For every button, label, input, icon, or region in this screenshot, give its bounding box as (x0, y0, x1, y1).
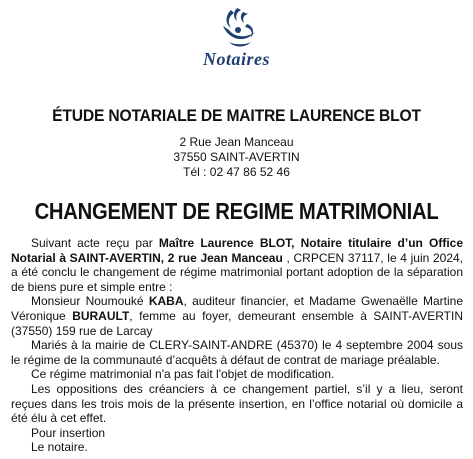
spouse-surname-2: BURAULT (72, 308, 130, 323)
notice-paragraph-7: Le notaire. (31, 440, 88, 455)
office-phone: Tél : 02 47 86 52 46 (183, 165, 290, 179)
notice-title: CHANGEMENT DE REGIME MATRIMONIAL (34, 198, 439, 224)
notice-paragraph-2 (11, 294, 463, 338)
text-run: Monsieur Noumouké (31, 294, 149, 309)
notice-paragraph-1 (11, 236, 463, 294)
logo-text: Notaires (203, 49, 270, 69)
notice-paragraph-5: Les oppositions des créanciers à ce changement partiel, s’il y a lieu, seront reçues dans les trois mois de la présente insertion, en l’office notarial où domicile a été élu à cet effet. (11, 381, 463, 426)
notaires-logo-icon (207, 6, 267, 50)
notice-paragraph-6: Pour insertion (31, 425, 106, 440)
notice-paragraph-4: Ce régime matrimonial n'a pas fait l'objet de modification. (31, 367, 335, 382)
spouse-surname-1: KABA (148, 294, 184, 309)
text-run: , CRPCEN 37117, le 4 juin 2024, a été conclu le changement de régime matrimonial portant adoption de la séparation de biens pure et simple entre : (11, 250, 463, 294)
notice-paragraph-3: Mariés à la mairie de CLERY-SAINT-ANDRE (45370) le 4 septembre 2004 sous le régime de la communauté d’acquêts à défaut de contrat de mariage préalable. (11, 338, 463, 367)
text-run: , auditeur financier, et Madame Gwenaëlle Martine Véronique (11, 294, 463, 323)
text-run: Suivant acte reçu par (31, 236, 159, 250)
text-run: , femme au foyer, demeurant ensemble à SAINT-AVERTIN (37550) 159 rue de Larcay (11, 308, 463, 338)
office-title: ÉTUDE NOTARIALE DE MAITRE LAURENCE BLOT (52, 106, 421, 125)
notice-body (11, 236, 463, 455)
notary-name: Maître Laurence BLOT, Notaire titulaire d’un Office Notarial à SAINT-AVERTIN, 2 rue Jean Manceau (11, 236, 464, 265)
office-address-line2: 37550 SAINT-AVERTIN (173, 150, 300, 164)
notaires-logo (0, 6, 473, 72)
office-address-line1: 2 Rue Jean Manceau (179, 135, 294, 149)
